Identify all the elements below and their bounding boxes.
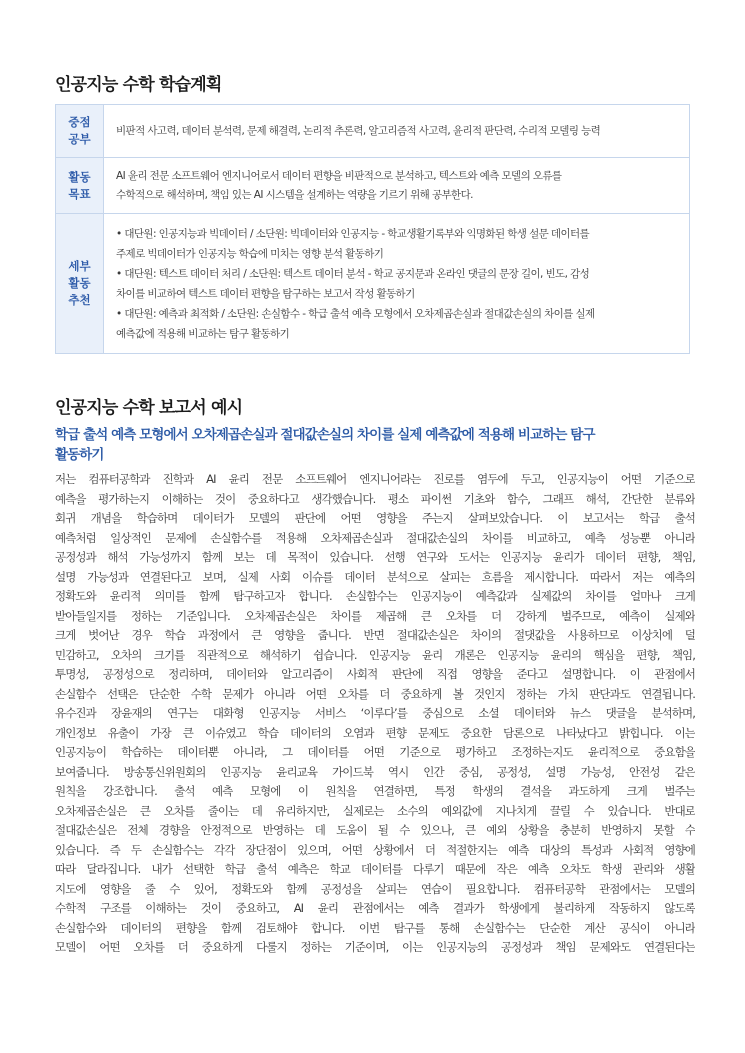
row-text-goal: AI 윤리 전문 소프트웨어 엔지니어로서 데이터 편향을 비판적으로 분석하고, 텍스트와 예측 모델의 오류를 수학적으로 해석하며, 책임 있는 AI 시스템을 설계하는 역량을 기르기 위해 공부한다. — [104, 158, 690, 214]
report-body — [55, 470, 695, 958]
body-line: 회귀 개념을 학습하며 데이터가 모델의 판단에 어떤 영향을 주는지 살펴보았습니다. 이 보고서는 학급 출석 — [55, 511, 695, 525]
plan-row-goal — [56, 158, 690, 214]
row-text-focus: 비판적 사고력, 데이터 분석력, 문제 해결력, 논리적 추론력, 알고리즘적 사고력, 윤리적 판단력, 수리적 모델링 능력 — [104, 105, 690, 158]
body-line: 원칙을 강조합니다. 출석 예측 모형에 이 원칙을 연결하면, 특정 학생의 결석을 과도하게 크게 벌주는 — [55, 784, 695, 798]
body-line: 예측처럼 일상적인 문제에 손실함수를 적용해 오차제곱손실과 절대값손실의 차이를 비교하고, 예측 성능뿐 아니라 — [55, 530, 695, 545]
activity-line: • 대단원: 예측과 최적화 / 소단원: 손실함수 - 학급 출석 예측 모형에서 오차제곱손실과 절대값손실의 차이를 실제 — [116, 307, 595, 320]
body-line: 정확도와 윤리적 의미를 함께 탐구하고자 합니다. 손실함수는 인공지능이 예측값과 실제값의 차이를 얼마나 크게 — [55, 589, 695, 603]
row-label-focus: 중점 공부 — [56, 105, 104, 158]
body-line: 유수진과 장윤재의 연구는 대화형 인공지능 서비스 ‘이루다’를 중심으로 소셜 데이터와 뉴스 댓글을 분석하며, — [55, 706, 695, 720]
body-line: 있습니다. 즉 두 손실함수는 각각 장단점이 있으며, 어떤 상황에서 더 적절한지는 예측 대상의 특성과 사회적 영향에 — [55, 842, 695, 857]
activity-line: 예측값에 적용해 비교하는 탐구 활동하기 — [116, 327, 290, 340]
row-text-activities — [104, 214, 690, 354]
activity-line: • 대단원: 인공지능과 빅데이터 / 소단원: 빅데이터와 인공지능 - 학교생활기록부와 익명화된 학생 설문 데이터를 — [116, 227, 590, 240]
body-line: 따라 달라집니다. 내가 선택한 학급 출석 예측은 학교 데이터를 다루기 때문에 작은 예측 오차도 학생 관리와 생활 — [55, 862, 695, 876]
plan-section-title: 인공지능 수학 학습계획 — [55, 75, 222, 95]
row-label-goal: 활동 목표 — [56, 158, 104, 214]
body-line: 공정성과 해석 가능성까지 함께 보는 데 목적이 있습니다. 선행 연구와 도서는 인공지능 윤리가 데이터 편향, 책임, — [55, 550, 695, 564]
body-line: 민감하고, 오차의 크기를 직관적으로 해석하기 쉽습니다. 인공지능 윤리 개론은 인공지능 윤리의 핵심을 편향, 책임, — [55, 647, 695, 662]
body-line: 오차제곱손실은 큰 오차를 줄이는 데 유리하지만, 실제로는 소수의 예외값에 지나치게 끌릴 수 있습니다. 반대로 — [55, 803, 695, 818]
body-line: 지도에 영향을 줄 수 있어, 정확도와 함께 공정성을 살피는 연습이 필요합니다. 컴퓨터공학 관점에서는 모델의 — [55, 881, 695, 896]
body-line: 예측을 평가하는지 이해하는 것이 중요하다고 생각했습니다. 평소 파이썬 기초와 함수, 그래프 해석, 간단한 분류와 — [55, 491, 695, 506]
body-line: 모델이 어떤 오차를 더 중요하게 다룰지 정하는 기준이며, 이는 인공지능의 공정성과 책임 문제와도 연결된다는 — [55, 940, 695, 954]
report-subtitle: 학급 출석 예측 모형에서 오차제곱손실과 절대값손실의 차이를 실제 예측값에 적용해 비교하는 탐구 활동하기 — [55, 427, 595, 463]
plan-row-activities — [56, 214, 690, 354]
body-line: 손실함수와 데이터의 편향을 함께 검토해야 합니다. 이번 탐구를 통해 손실함수는 단순한 계산 공식이 아니라 — [55, 920, 695, 935]
body-line: 저는 컴퓨터공학과 진학과 AI 윤리 전문 소프트웨어 엔지니어라는 진로를 염두에 두고, 인공지능이 어떤 기준으로 — [55, 472, 695, 486]
body-line: 손실함수 선택은 단순한 수학 문제가 아니라 어떤 오차를 더 중요하게 볼 것인지 정하는 가치 판단과도 연결됩니다. — [55, 686, 695, 701]
body-line: 수학적 구조를 이해하는 것이 중요하고, AI 윤리 관점에서는 예측 결과가 학생에게 불리하게 작동하지 않도록 — [55, 901, 695, 915]
body-line: 크게 벗어난 경우 학습 과정에서 큰 영향을 줍니다. 반면 절대값손실은 차이의 절댓값을 사용하므로 이상치에 덜 — [55, 628, 695, 642]
activity-line: 주제로 빅데이터가 인공지능 학습에 미치는 영향 분석 활동하기 — [116, 247, 384, 260]
activity-line: • 대단원: 텍스트 데이터 처리 / 소단원: 텍스트 데이터 분석 - 학교 공지문과 온라인 댓글의 문장 길이, 빈도, 감성 — [116, 267, 590, 280]
study-plan-table — [55, 104, 690, 354]
plan-row-focus — [56, 105, 690, 158]
body-line: 투명성, 공정성으로 정리하며, 데이터와 알고리즘이 사회적 판단에 직접 영향을 준다고 설명합니다. 이 관점에서 — [55, 667, 695, 681]
body-line: 보여줍니다. 방송통신위원회의 인공지능 윤리교육 가이드북 역시 인간 중심, 공정성, 설명 가능성, 안전성 같은 — [55, 764, 695, 779]
body-line: 인공지능이 학습하는 데이터뿐 아니라, 그 데이터를 어떤 기준으로 평가하고 조정하는지도 윤리적으로 중요함을 — [55, 745, 695, 759]
report-section-title: 인공지능 수학 보고서 예시 — [55, 398, 243, 418]
body-line: 개인정보 유출이 가장 큰 이슈였고 학습 데이터의 오염과 편향 문제도 중요한 담론으로 나타났다고 밝힙니다. 이는 — [55, 725, 695, 740]
row-label-activities: 세부 활동 추천 — [56, 214, 104, 354]
body-line: 설명 가능성과 연결된다고 보며, 실제 사회 이슈를 데이터 분석으로 살피는 흐름을 제시합니다. 따라서 저는 예측의 — [55, 569, 695, 584]
body-line: 절대값손실은 전체 경향을 안정적으로 반영하는 데 도움이 될 수 있으나, 큰 예외 상황을 충분히 반영하지 못할 수 — [55, 823, 695, 837]
body-line: 받아들일지를 정하는 기준입니다. 오차제곱손실은 차이를 제곱해 큰 오차를 더 강하게 벌주므로, 예측이 실제와 — [55, 608, 695, 623]
activity-line: 차이를 비교하여 텍스트 데이터 편향을 탐구하는 보고서 작성 활동하기 — [116, 287, 415, 300]
